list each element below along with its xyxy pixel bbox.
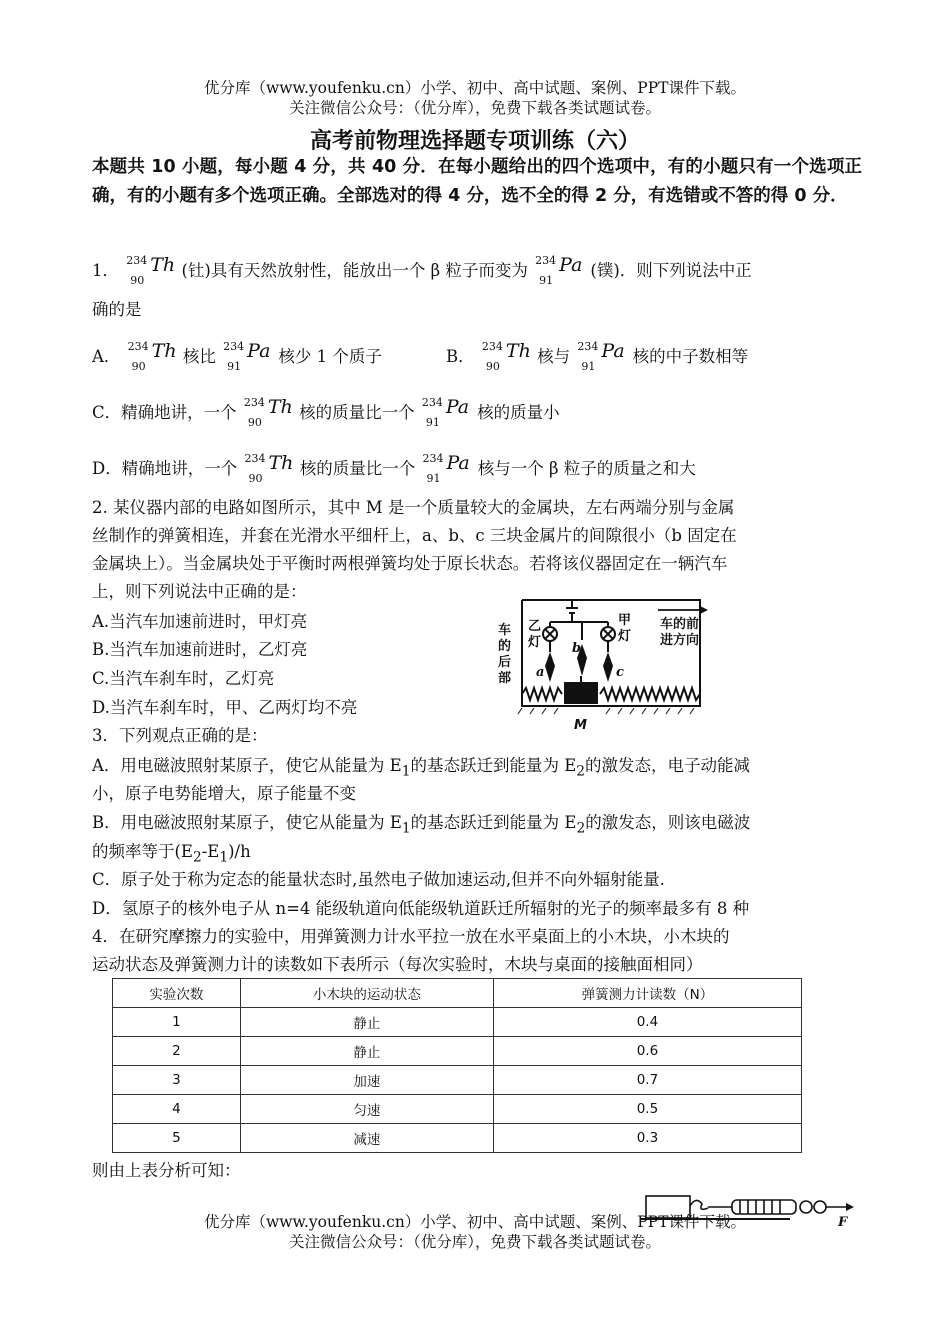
q1-stem-b: (镤)．则下列说法中正 [590,261,752,280]
page-header-line1: 优分库（www.youfenku.cn）小学、初中、高中试题、案例、PPT课件下载。 [203,79,747,97]
table-cell: 静止 [240,1008,493,1037]
pa-nuclide: 234 91 Pa [421,396,470,429]
yi-lamp-label-1: 乙 [528,619,542,634]
table-row [113,1124,802,1153]
table-row [113,1066,802,1095]
q2-stem-line2: 丝制作的弹簧相连，并套在光滑水平细杆上，a、b、c 三块金属片的间隙很小（b 固定在 [92,526,737,545]
q2-stem-line3: 金属块上）。当金属块处于平衡时两根弹簧均处于原长状态。若将该仪器固定在一辆汽车 [92,554,728,573]
th-nuclide: 234 90 Th [481,340,531,373]
q2-circuit-diagram [492,594,720,734]
q1-option-d: D．精确地讲，一个 234 90 Th 核的质量比一个 234 91 Pa 核与一个 β 粒子的质量之和大 [92,452,696,485]
rear-label-3: 后 [498,655,512,670]
table-cell: 匀速 [240,1095,493,1124]
q2-option-b: B.当汽车加速前进时，乙灯亮 [92,640,308,659]
table-cell: 0.5 [493,1095,801,1124]
q2-stem-line4: 上，则下列说法中正确的是： [92,582,307,601]
table-header: 弹簧测力计读数（N） [493,979,801,1008]
table-row [113,1095,802,1124]
th-nuclide: 234 90 Th [126,254,176,287]
force-label: F [838,1215,848,1230]
table-cell: 4 [113,1095,241,1124]
table-header-row [113,979,802,1008]
q2-stem-line1: 2. 某仪器内部的电路如图所示，其中 M 是一个质量较大的金属块，左右两端分别与金属 [92,498,735,517]
q1-option-a: A． 234 90 Th 核比 234 91 Pa 核少 1 个质子 [92,340,382,373]
q3-option-b-line2: 的频率等于$(E_2-E_1)/h$ [92,842,251,866]
q2-option-c: C.当汽车刹车时，乙灯亮 [92,669,275,688]
q3-option-d: D．氢原子的核外电子从 n=4 能级轨道向低能级轨道跃迁所辐射的光子的频率最多有 8 种 [92,899,750,918]
table-cell: 0.6 [493,1037,801,1066]
rear-label-2: 的 [498,639,512,654]
q4-after-table: 则由上表分析可知： [92,1161,241,1180]
th-nuclide: 234 90 Th [244,452,294,485]
jia-lamp-label-1: 甲 [618,613,632,628]
table-header: 小木块的运动状态 [240,979,493,1008]
forward-label-1: 车的前 [660,617,700,632]
q3-option-b-line1: B．用电磁波照射某原子，使它从能量为 $E_1$的基态跃迁到能量为 $E_2$的激发态，则该电磁波 [92,813,751,837]
table-cell: 3 [113,1066,241,1095]
q3-stem: 3．下列观点正确的是： [92,726,268,745]
q4-stem-line1: 4．在研究摩擦力的实验中，用弹簧测力计水平拉一放在水平桌面上的小木块，小木块的 [92,927,730,946]
q2-option-d: D.当汽车刹车时，甲、乙两灯均不亮 [92,698,358,717]
table-row [113,1008,802,1037]
th-nuclide: 234 90 Th [127,340,177,373]
c-label: c [616,665,624,680]
page-title: 高考前物理选择题专项训练（六） [309,128,640,154]
q3-option-a-line2: 小，原子电势能增大，原子能量不变 [92,784,356,803]
table-cell: 0.4 [493,1008,801,1037]
a-label: a [536,665,545,680]
table-cell: 加速 [240,1066,493,1095]
jia-lamp-label-2: 灯 [618,629,632,644]
b-label: b [572,641,582,656]
rear-label-1: 车 [498,623,512,638]
q4-data-table [112,978,802,1153]
table-cell: 0.7 [493,1066,801,1095]
table-row [113,1037,802,1066]
q1-stem-line2: 确的是 [92,300,142,319]
q1-stem-line1 [92,254,752,287]
q3-option-c: C．原子处于称为定态的能量状态时,虽然电子做加速运动,但并不向外辐射能量. [92,870,665,889]
q4-stem-line2: 运动状态及弹簧测力计的读数如下表所示（每次实验时，木块与桌面的接触面相同） [92,955,703,974]
yi-lamp-label-2: 灯 [528,635,542,650]
table-cell: 2 [113,1037,241,1066]
pa-nuclide: 234 91 Pa [535,254,583,287]
m-label: M [574,718,587,733]
instructions: 本题共 10 小题，每小题 4 分，共 40 分．在每小题给出的四个选项中，有的小题只有一个选项正确，有的小题有多个选项正确。全部选对的得 4 分，选不全的得 2 分，有选错或不答的得 0 分． [92,157,862,206]
table-cell: 静止 [240,1037,493,1066]
table-cell: 1 [113,1008,241,1037]
page-footer-line2: 关注微信公众号：（优分库），免费下载各类试题试卷。 [288,1233,661,1251]
q2-option-a: A.当汽车加速前进时，甲灯亮 [92,612,308,631]
pa-nuclide: 234 91 Pa [577,340,625,373]
q1-option-c: C．精确地讲，一个 234 90 Th 核的质量比一个 234 91 Pa 核的质量小 [92,396,560,429]
th-nuclide: 234 90 Th [243,396,293,429]
q1-number: 1． [92,261,119,280]
q1-stem-a: (钍)具有天然放射性，能放出一个 β 粒子而变为 [181,261,528,280]
table-cell: 5 [113,1124,241,1153]
table-cell: 0.3 [493,1124,801,1153]
table-cell: 减速 [240,1124,493,1153]
table-header: 实验次数 [113,979,241,1008]
pa-nuclide: 234 91 Pa [422,452,470,485]
q3-option-a-line1: A．用电磁波照射某原子，使它从能量为 $E_1$的基态跃迁到能量为 $E_2$的激发态，电子动能减 [92,756,751,780]
rear-label-4: 部 [498,671,512,686]
q1-option-b: B． 234 90 Th 核与 234 91 Pa 核的中子数相等 [446,340,749,373]
page-header-line2: 关注微信公众号：（优分库），免费下载各类试题试卷。 [288,99,661,117]
page-footer-line1: 优分库（www.youfenku.cn）小学、初中、高中试题、案例、PPT课件下载。 [203,1213,747,1231]
forward-label-2: 进方向 [660,633,700,648]
pa-nuclide: 234 91 Pa [223,340,271,373]
